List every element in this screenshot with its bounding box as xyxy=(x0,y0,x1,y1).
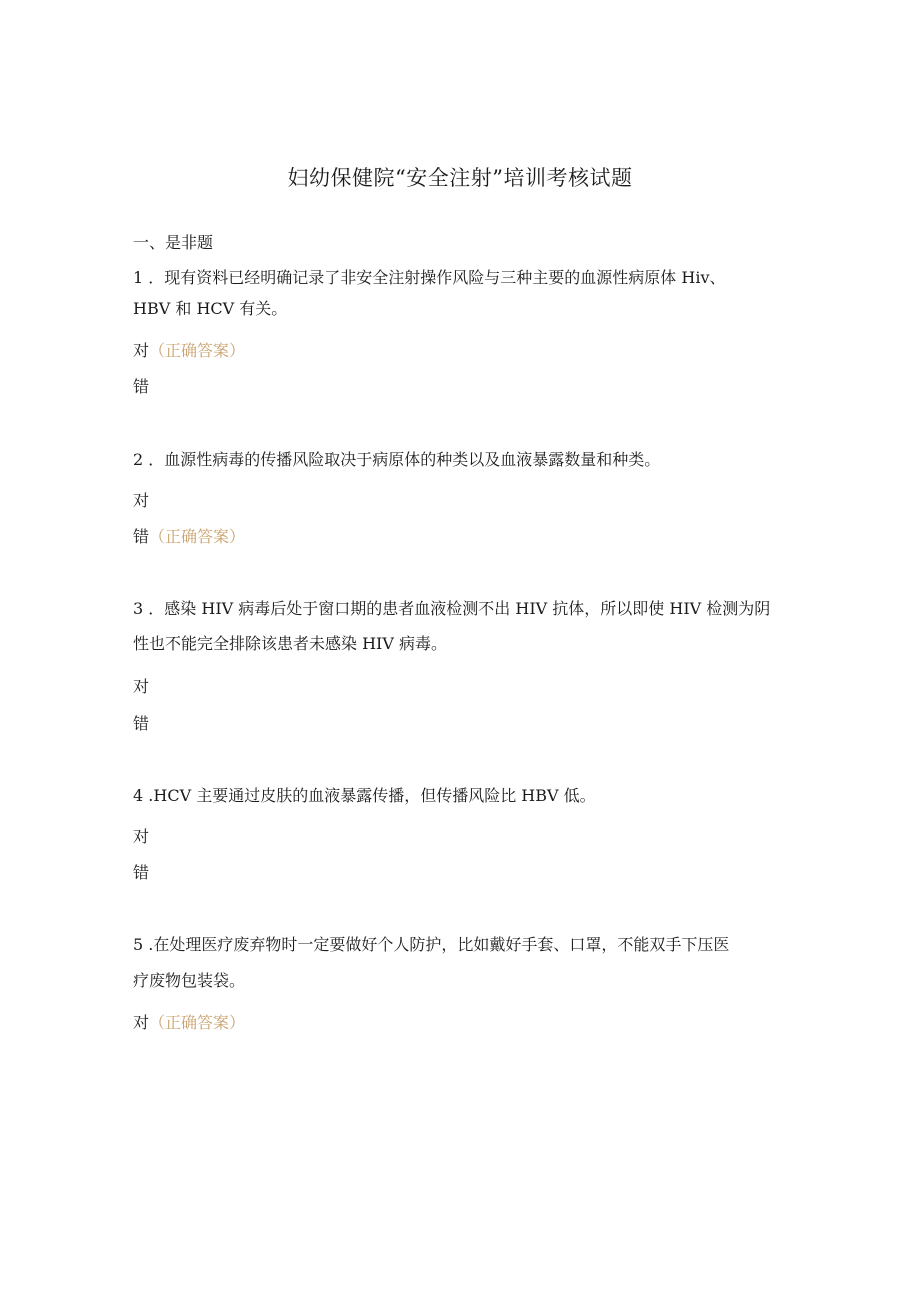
question-2-text-line-1: ．血源性病毒的传播风险取决于病原体的种类以及血液暴露数量和种类。 xyxy=(148,450,661,469)
question-3-text-line-2: 性也不能完全排除该患者未感染 HIV 病毒。 xyxy=(133,634,448,653)
question-4-option-true xyxy=(133,826,149,848)
question-1-text-line-1: ．现有资料已经明确记录了非安全注射操作风险与三种主要的血源性病原体 Hiv、 xyxy=(148,268,726,287)
question-1-option-true xyxy=(133,340,245,362)
correct-answer-mark: （正确答案） xyxy=(149,527,246,546)
question-1-line-1 xyxy=(133,267,725,289)
question-1-number: 1 xyxy=(133,268,144,287)
question-4-number: 4 xyxy=(133,786,144,805)
option-true-label: 对 xyxy=(133,341,150,360)
question-3-text-line-1: ．感染 HIV 病毒后处于窗口期的患者血液检测不出 HIV 抗体，所以即使 HIV 检测为阴 xyxy=(148,599,771,618)
question-3-line-2 xyxy=(133,633,447,655)
question-2-option-false xyxy=(133,526,245,548)
section-heading: 一、是非题 xyxy=(133,233,214,252)
correct-answer-mark: （正确答案） xyxy=(149,1013,246,1032)
question-3-number: 3 xyxy=(133,599,144,618)
option-true-label: 对 xyxy=(133,827,150,846)
option-true-label: 对 xyxy=(133,491,150,510)
option-false-label: 错 xyxy=(133,714,150,733)
question-3-option-false xyxy=(133,713,149,735)
question-1-line-2 xyxy=(133,298,287,320)
option-false-label: 错 xyxy=(133,527,150,546)
question-2-number: 2 xyxy=(133,450,144,469)
question-5-text-line-1: .在处理医疗废弃物时一定要做好个人防护，比如戴好手套、口罩，不能双手下压医 xyxy=(148,935,730,954)
question-4-line-1 xyxy=(133,785,596,807)
option-true-label: 对 xyxy=(133,677,150,696)
correct-answer-mark: （正确答案） xyxy=(149,341,246,360)
question-2-option-true xyxy=(133,490,149,512)
question-5-number: 5 xyxy=(133,935,144,954)
option-false-label: 错 xyxy=(133,863,150,882)
question-5-option-true xyxy=(133,1012,245,1034)
question-5-line-1 xyxy=(133,934,729,956)
question-4-option-false xyxy=(133,862,149,884)
question-3-line-1 xyxy=(133,598,770,620)
question-3-option-true xyxy=(133,676,149,698)
question-2-line-1 xyxy=(133,449,660,471)
option-true-label: 对 xyxy=(133,1013,150,1032)
document-title: 妇幼保健院“安全注射”培训考核试题 xyxy=(287,166,633,190)
question-1-option-false xyxy=(133,376,149,398)
question-1-text-line-2: HBV 和 HCV 有关。 xyxy=(133,299,288,318)
question-5-text-line-2: 疗废物包装袋。 xyxy=(133,971,246,990)
question-4-text-line-1: .HCV 主要通过皮肤的血液暴露传播，但传播风险比 HBV 低。 xyxy=(148,786,596,805)
option-false-label: 错 xyxy=(133,377,150,396)
question-5-line-2 xyxy=(133,970,245,992)
